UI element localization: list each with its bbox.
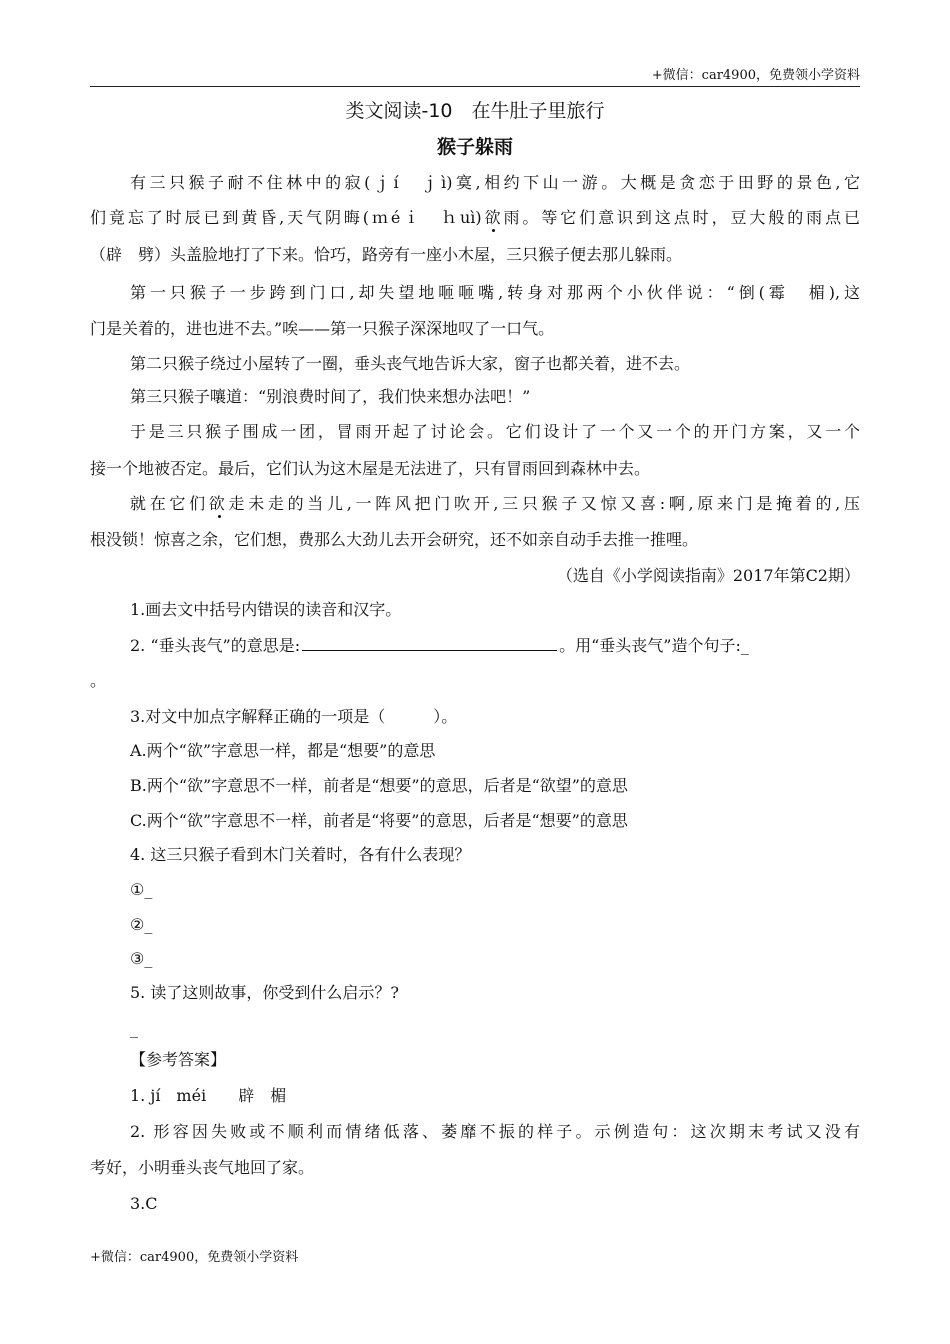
question-5: 5. 读了这则故事，你受到什么启示？?: [130, 983, 399, 1002]
passage-line: [90, 207, 860, 229]
passage-line: 接一个地被否定。最后，它们认为这木屋是无法进了，只有冒雨回到森林中去。: [90, 459, 651, 478]
passage-line: 第三只猴子嚷道：“别浪费时间了，我们快来想办法吧！”: [130, 387, 531, 406]
passage-line: 第二只猴子绕过小屋转了一圈，垂头丧气地告诉大家，窗子也都关着，进不去。: [130, 354, 691, 373]
passage-source: （选自《小学阅读指南》2017年第C2期）: [556, 566, 860, 585]
passage-line: 有三只猴子耐不住林中的寂(ｊí ｊì)寞,相约下山一游。大概是贪恋于田野的景色,它: [130, 173, 860, 192]
passage-text: 走未走的当儿,一阵风把门吹开,三只猴子又惊又喜:啊,原来门是掩着的,压: [228, 494, 860, 513]
passage-line: [130, 493, 860, 515]
question-2-tail: 。: [90, 671, 107, 690]
passage-line: （辟 劈）头盖脸地打了下来。恰巧，路旁有一座小木屋，三只猴子便去那儿躲雨。: [90, 245, 683, 264]
passage-line: 于是三只猴子围成一团，冒雨开起了讨论会。它们设计了一个又一个的开门方案，又一个: [130, 422, 860, 441]
passage-line: 门是关着的，进也进不去。”唉——第一只猴子深深地叹了一口气。: [90, 319, 555, 338]
question-4: 4. 这三只猴子看到木门关着时，各有什么表现？: [130, 845, 471, 864]
dotted-char: 欲: [481, 208, 504, 227]
answer-2: 2. 形容因失败或不顺利而情绪低落、萎靡不振的样子。示例造句：这次期末考试又没有: [130, 1122, 860, 1141]
header-divider: [90, 86, 860, 87]
answers-heading: 【参考答案】: [130, 1050, 227, 1069]
answer-1: 1. jí méi 辟 楣: [130, 1086, 287, 1105]
question-2: [130, 634, 860, 657]
answer-line[interactable]: ②_: [130, 915, 153, 934]
dotted-char: 欲: [208, 494, 229, 513]
option-c: C.两个“欲”字意思不一样，前者是“将要”的意思，后者是“想要”的意思: [130, 811, 628, 830]
answer-blank[interactable]: [302, 634, 557, 651]
answer-line[interactable]: _: [130, 1019, 138, 1038]
answer-line[interactable]: ①_: [130, 880, 153, 899]
passage-line: 第一只猴子一步跨到门口,却失望地咂咂嘴,转身对那两个小伙伴说：“倒(霉 楣),这: [130, 283, 860, 302]
question-text: 2. “垂头丧气”的意思是:: [130, 636, 301, 655]
passage-line: 根没锁！惊喜之余，它们想，费那么大劲儿去开会研究，还不如亲自动手去推一推哩。: [90, 530, 699, 549]
header-watermark: +微信：car4900，免费领小学资料: [651, 68, 860, 83]
answer-2-continued: 考好，小明垂头丧气地回了家。: [90, 1158, 315, 1177]
answer-3: 3.C: [130, 1194, 158, 1213]
passage-text: 就在它们: [130, 494, 209, 513]
passage-text: 雨。等它们意识到这点时，豆大般的雨点已: [503, 208, 860, 227]
passage-title: 猴子躲雨: [436, 136, 513, 158]
answer-line[interactable]: ③_: [130, 949, 153, 968]
passage-text: 们竟忘了时辰已到黄昏,天气阴晦(ｍéｉ ｈuì): [90, 208, 482, 227]
question-1: 1.画去文中括号内错误的读音和汉字。: [130, 600, 402, 619]
option-b: B.两个“欲”字意思不一样，前者是“想要”的意思，后者是“欲望”的意思: [130, 776, 628, 795]
option-a: A.两个“欲”字意思一样，都是“想要”的意思: [130, 741, 436, 760]
question-3: 3.对文中加点字解释正确的一项是（ ）。: [130, 707, 458, 726]
question-text: 。用“垂头丧气”造个句子:_: [559, 636, 749, 655]
page-title: 类文阅读-10 在牛肚子里旅行: [345, 100, 605, 122]
footer-watermark: +微信：car4900，免费领小学资料: [90, 1250, 299, 1265]
